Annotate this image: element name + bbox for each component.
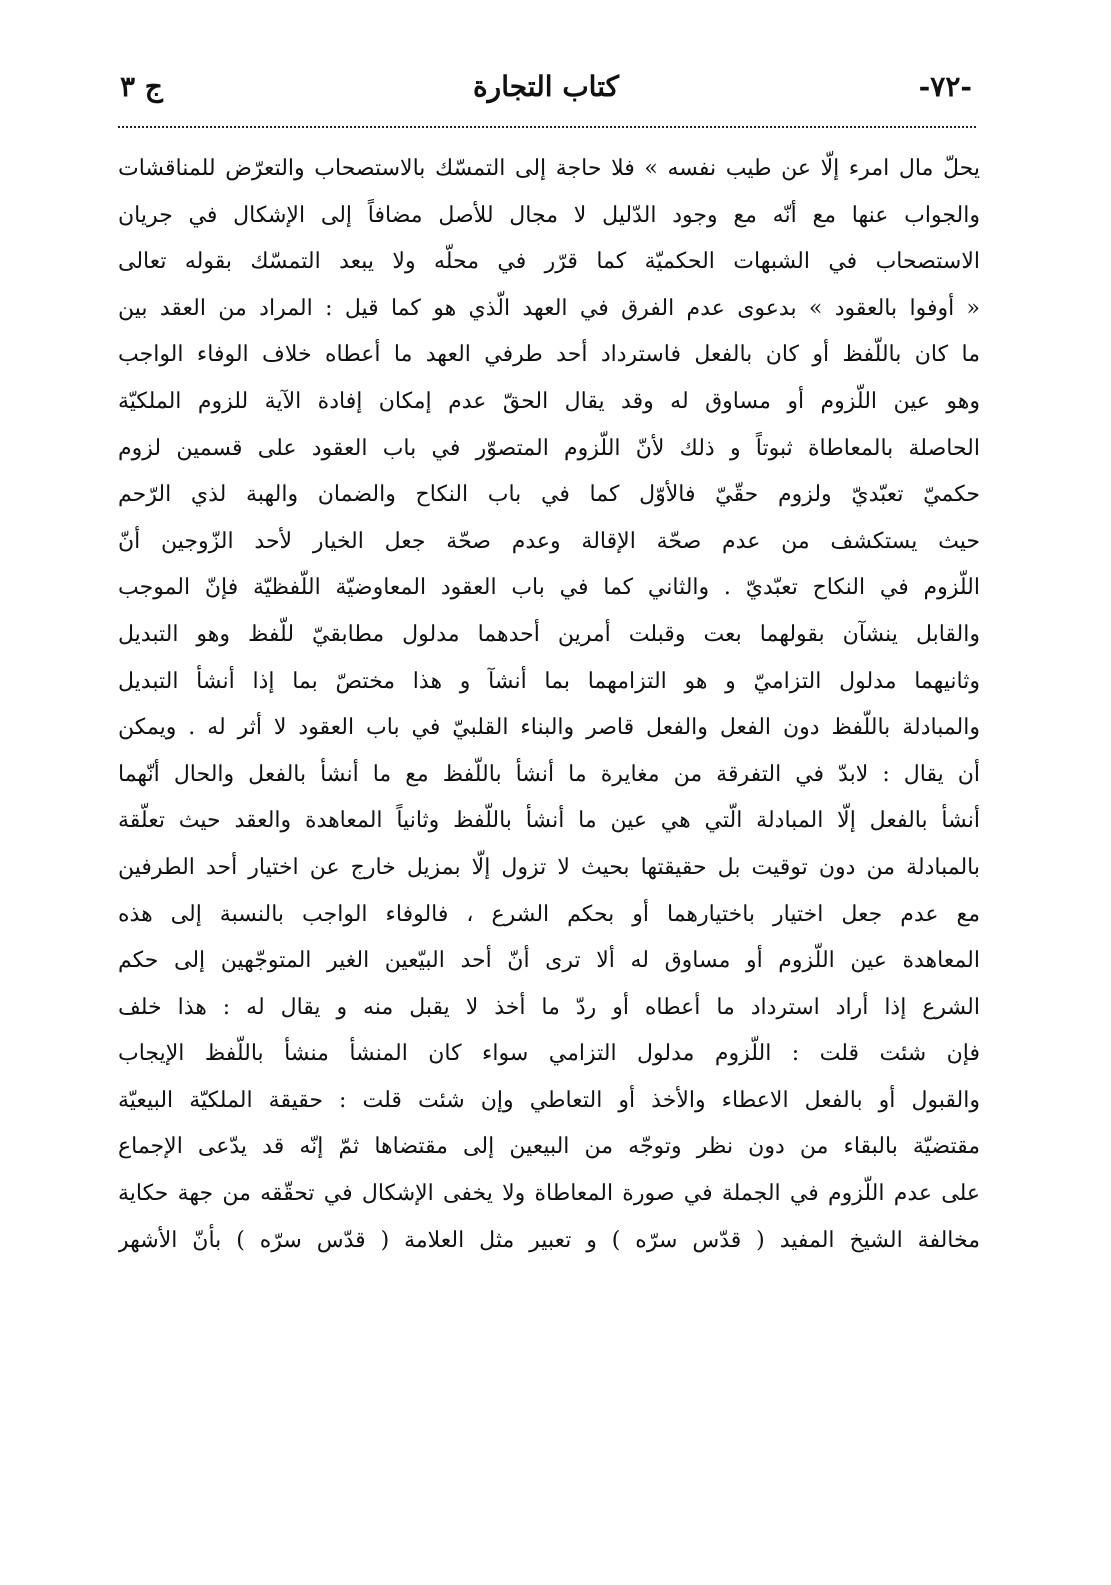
text-line: الاستصحاب في الشبهات الحكميّة كما قرّر في محلّه ولا يبعد التمسّك بقوله تعالى xyxy=(118,249,980,275)
text-line: الشرع إذا أراد استرداد ما أعطاه أو ردّ ما أخذ لا يقبل منه و يقال له : هذا خلف xyxy=(118,994,980,1020)
text-line: والمبادلة باللّفظ دون الفعل والفعل قاصر والبناء القلبيّ في باب العقود لا أثر له . ويمكن xyxy=(118,715,980,741)
text-line: مع عدم جعل اختيار باختيارهما أو بحكم الشرع ، فالوفاء الواجب بالنسبة إلى هذه xyxy=(118,901,980,927)
text-line: يحلّ مال امرء إلّا عن طيب نفسه » فلا حاجة إلى التمسّك بالاستصحاب والتعرّض للمناقشات xyxy=(118,156,980,181)
text-line: مقتضيّة بالبقاء من دون نظر وتوجّه من البيعين إلى مقتضاها ثمّ إنّه قد يدّعى الإجماع xyxy=(118,1134,980,1160)
text-line: حيث يستكشف من عدم صحّة الإقالة وعدم صحّة جعل الخيار لأحد الزّوجين أنّ xyxy=(118,528,980,554)
text-line: وثانيهما مدلول التزاميّ و هو التزامهما بما أنشآ و هذا مختصّ بما إذا أنشأ التبديل xyxy=(118,668,980,694)
text-line: والقابل ينشآن بقولهما بعت وقبلت أمرين أحدهما مدلول مطابقيّ للّفظ وهو التبديل xyxy=(118,621,980,647)
text-line: على عدم اللّزوم في الجملة في صورة المعاطاة ولا يخفى الإشكال في تحقّقه من جهة حكاية xyxy=(118,1181,980,1207)
text-line: مخالفة الشيخ المفيد ( قدّس سرّه ) و تعبير مثل العلامة ( قدّس سرّه ) بأنّ الأشهر xyxy=(118,1227,980,1253)
text-line: « أوفوا بالعقود » بدعوى عدم الفرق في العهد الّذي هو كما قيل : المراد من العقد بين xyxy=(118,295,980,321)
text-line: الحاصلة بالمعاطاة ثبوتاً و ذلك لأنّ اللّزوم المتصوّر في باب العقود على قسمين لزوم xyxy=(118,435,980,461)
text-line: والجواب عنها مع أنّه مع وجود الدّليل لا مجال للأصل مضافاً إلى الإشكال في جريان xyxy=(118,202,980,228)
text-line: أنشأ بالفعل إلّا المبادلة الّتي هي عين ما أنشأ باللّفظ وثانياً المعاهدة والعقد حيث تعلّقة xyxy=(118,808,980,834)
text-line: بالمبادلة من دون توقيت بل حقيقتها بحيث لا تزول إلّا بمزيل خارج عن اختيار أحد الطرفين xyxy=(118,854,980,880)
text-line: أن يقال : لابدّ في التفرقة من مغايرة ما أنشأ باللّفظ مع ما أنشأ بالفعل والحال أنّهما xyxy=(118,761,980,787)
text-line: ما كان باللّفظ أو كان بالفعل فاسترداد أحد طرفي العهد ما أعطاه خلاف الوفاء الواجب xyxy=(118,342,980,368)
text-line: والقبول أو بالفعل الاعطاء والأخذ أو التعاطي وإن شئت قلت : حقيقة الملكيّة البيعيّة xyxy=(118,1087,980,1113)
text-line: فإن شئت قلت : اللّزوم مدلول التزامي سواء كان المنشأ منشأ باللّفظ الإيجاب xyxy=(118,1041,980,1067)
text-line: المعاهدة عين اللّزوم أو مساوق له ألا ترى أنّ أحد البيّعين الغير المتوجّهين إلى حكم xyxy=(118,948,980,974)
header-divider xyxy=(118,126,976,128)
text-line: حكميّ تعبّديّ ولزوم حقّيّ فالأوّل كما في باب النكاح والضمان والهبة لذي الرّحم xyxy=(118,482,980,508)
text-line: وهو عين اللّزوم أو مساوق له وقد يقال الحقّ عدم إمكان إفادة الآية للزوم الملكيّة xyxy=(118,388,980,414)
volume-label: ج ٣ xyxy=(120,70,163,103)
page-number: -٧٢- xyxy=(918,70,972,103)
page-header xyxy=(120,62,972,112)
body-text xyxy=(118,146,980,1264)
book-title: كتاب التجارة xyxy=(473,70,619,103)
text-line: اللّزوم في النكاح تعبّديّ . والثاني كما في باب العقود المعاوضيّة اللّفظيّة فإنّ الموجب xyxy=(118,575,980,601)
